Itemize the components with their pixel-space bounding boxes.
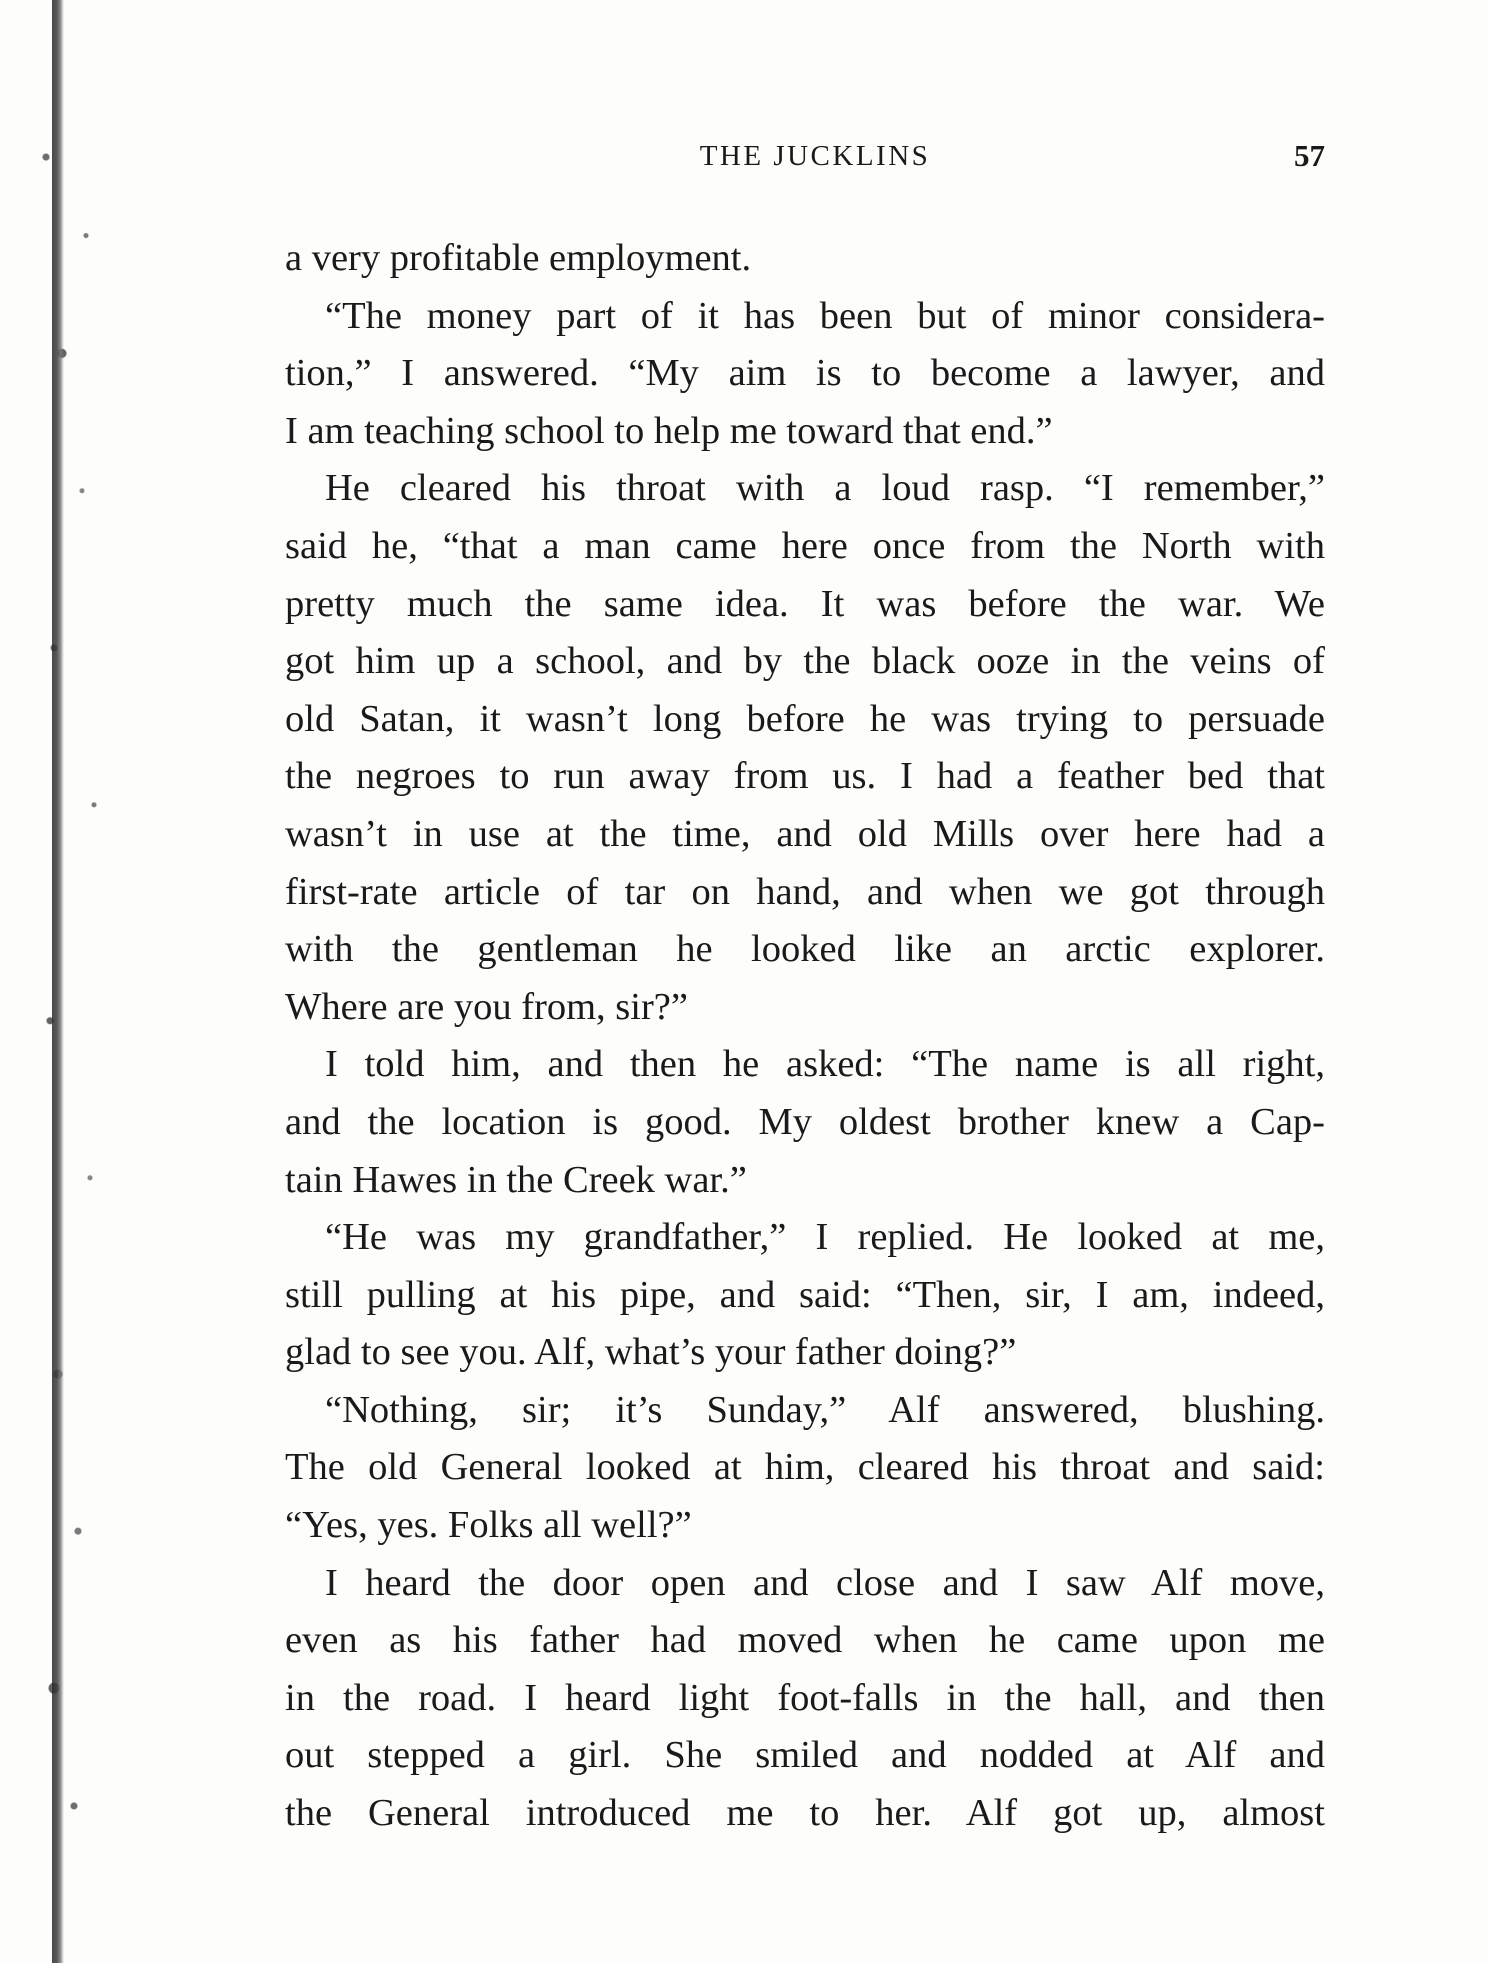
scan-binding-speckle bbox=[30, 0, 110, 1963]
text-line: “He was my grandfather,” I replied. He looked at me, bbox=[325, 1216, 1325, 1259]
text-line: “The money part of it has been but of minor considera- bbox=[325, 294, 1325, 337]
text-line: glad to see you. Alf, what’s your father doing?” bbox=[285, 1331, 1017, 1374]
text-line: first-rate article of tar on hand, and when we got through bbox=[285, 870, 1325, 913]
text-line: still pulling at his pipe, and said: “Then, sir, I am, indeed, bbox=[285, 1273, 1325, 1316]
text-line: tion,” I answered. “My aim is to become a lawyer, and bbox=[285, 352, 1325, 395]
text-line: said he, “that a man came here once from the North with bbox=[285, 524, 1325, 567]
text-line: “Yes, yes. Folks all well?” bbox=[285, 1504, 692, 1547]
text-line: the General introduced me to her. Alf got up, almost bbox=[285, 1792, 1325, 1835]
scan-binding-edge bbox=[52, 0, 64, 1963]
running-head: THE JUCKLINS bbox=[699, 140, 931, 172]
text-line: old Satan, it wasn’t long before he was trying to persuade bbox=[285, 697, 1325, 740]
text-line: The old General looked at him, cleared his throat and said: bbox=[285, 1446, 1325, 1489]
text-line: with the gentleman he looked like an arctic explorer. bbox=[285, 928, 1325, 971]
text-line: pretty much the same idea. It was before the war. We bbox=[285, 582, 1325, 625]
text-line: I heard the door open and close and I saw Alf move, bbox=[325, 1561, 1325, 1604]
text-line: got him up a school, and by the black ooze in the veins of bbox=[285, 640, 1325, 683]
text-line: He cleared his throat with a loud rasp. “I remember,” bbox=[325, 467, 1325, 510]
text-line: tain Hawes in the Creek war.” bbox=[285, 1158, 747, 1201]
text-line: in the road. I heard light foot-falls in the hall, and then bbox=[285, 1676, 1325, 1719]
text-line: the negroes to run away from us. I had a feather bed that bbox=[285, 755, 1325, 798]
text-line: and the location is good. My oldest brother knew a Cap- bbox=[285, 1100, 1325, 1143]
text-line: a very profitable employment. bbox=[285, 237, 752, 279]
body-text bbox=[285, 230, 1325, 1843]
text-line: even as his father had moved when he came upon me bbox=[285, 1619, 1325, 1662]
page-header bbox=[285, 140, 1325, 180]
text-line: “Nothing, sir; it’s Sunday,” Alf answered, blushing. bbox=[325, 1388, 1325, 1431]
text-line: Where are you from, sir?” bbox=[285, 985, 688, 1028]
text-line: wasn’t in use at the time, and old Mills over here had a bbox=[285, 812, 1325, 855]
text-line: I am teaching school to help me toward that end.” bbox=[285, 409, 1053, 452]
text-line: I told him, and then he asked: “The name is all right, bbox=[325, 1043, 1325, 1086]
page-number: 57 bbox=[1294, 138, 1325, 173]
text-line: out stepped a girl. She smiled and nodded at Alf and bbox=[285, 1734, 1325, 1777]
